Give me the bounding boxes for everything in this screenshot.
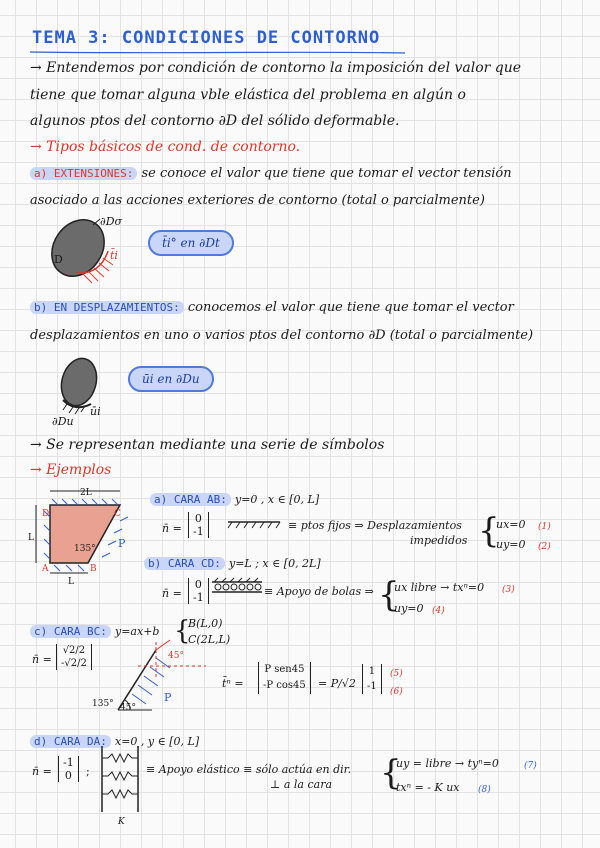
b-text-2: desplazamientos en uno o varios ptos del contorno ∂D (total o parcialmente) <box>30 328 534 343</box>
bc-p1: B(L,0) <box>188 617 223 630</box>
cd-matrix <box>188 578 209 604</box>
b-fig-u: ūi <box>90 405 101 418</box>
fig-top: 2L <box>80 488 92 498</box>
ab-fixed-symbol <box>228 520 288 532</box>
fig-P: P <box>118 537 126 550</box>
bc-cond: y=ax+b <box>115 625 160 638</box>
cd-n2: (4) <box>432 606 445 616</box>
tipos-heading: → Tipos básicos de cond. de contorno. <box>30 139 301 155</box>
bc-P: P <box>164 691 172 704</box>
a-fig-t: t̄i <box>110 249 118 262</box>
da-k: K <box>118 817 125 827</box>
intro-line-3: algunos ptos del contorno ∂D del sólido deformable. <box>30 113 400 129</box>
cd-n1: (3) <box>502 585 515 595</box>
a-fig-dd: ∂Dσ <box>100 215 123 228</box>
ab-impedidos: impedidos <box>410 534 468 547</box>
bc-label: c) CARA BC: <box>30 625 111 638</box>
b-fig-du: ∂Du <box>52 415 74 428</box>
title-underline <box>0 0 1 1</box>
ab-label: a) CARA AB: <box>150 493 231 506</box>
a-text-1: se conoce el valor que tiene que tomar el vector tensión <box>141 166 512 181</box>
bc-t: t̄ⁿ = <box>222 677 244 690</box>
da-apoyo-1: ≡ Apoyo elástico ≡ sólo actúa en dir. <box>146 763 352 776</box>
b-pill: ūi en ∂Du <box>128 366 214 392</box>
cd-apoyo: ≡ Apoyo de bolas ⇒ <box>264 585 374 598</box>
da-e1: uy = libre → tyⁿ=0 <box>396 757 499 770</box>
ab-n: n̄ = <box>162 522 182 535</box>
da-spring-symbol <box>100 746 150 816</box>
ab-m1: 0 <box>194 512 202 525</box>
intro-line-1: → Entendemos por condición de contorno la imposición del valor que <box>30 60 522 76</box>
cd-brace: { <box>378 575 400 615</box>
bc-m1: √2/2 <box>62 645 86 656</box>
fig-left: L <box>28 533 34 543</box>
cd-cond: y=L ; x ∈ [0, 2L] <box>229 557 321 570</box>
fig-C: C <box>114 509 121 519</box>
ab-fijos: ≡ ptos fijos ⇒ Desplazamientos <box>288 519 462 532</box>
da-semicolon: ; <box>86 765 90 778</box>
da-label: d) CARA DA: <box>30 735 111 748</box>
bc-eq: = P/√2 <box>318 677 356 690</box>
cd-n: n̄ = <box>162 587 182 600</box>
cd-m1: 0 <box>194 578 202 591</box>
page-title: TEMA 3: CONDICIONES DE CONTORNO <box>32 28 381 48</box>
ab-n1: (1) <box>538 522 551 532</box>
ab-e2: uy=0 <box>496 538 526 551</box>
bc-r1: 1 <box>368 666 376 677</box>
bc-n5: (5) <box>390 669 403 679</box>
bc-r2: -1 <box>367 681 377 692</box>
bc-brace: { <box>174 616 191 646</box>
bc-m2: -√2/2 <box>61 658 87 669</box>
bc-t1: P sen45 <box>264 664 305 675</box>
bc-t2: -P cos45 <box>263 680 306 691</box>
a-pill: t̄i° en ∂Dt <box>148 230 234 256</box>
bc-ang3: 45° <box>120 703 136 713</box>
simbolos-text: → Se representan mediante una serie de símbolos <box>30 437 385 453</box>
cd-roller-symbol <box>212 582 272 598</box>
ab-cond: y=0 , x ∈ [0, L] <box>235 493 320 506</box>
cd-e1: ux libre → txⁿ=0 <box>394 581 485 594</box>
ab-e1: ux=0 <box>496 518 526 531</box>
cd-e2: uy=0 <box>394 602 424 615</box>
ab-matrix <box>188 512 209 538</box>
bc-n6: (6) <box>390 687 403 697</box>
b-label: b) EN DESPLAZAMIENTOS: <box>30 301 184 314</box>
bc-n: n̄ = <box>32 653 52 666</box>
bc-matrix <box>56 644 92 670</box>
da-brace: { <box>380 753 402 793</box>
da-m2: 0 <box>64 769 72 782</box>
ab-m2: -1 <box>193 525 204 538</box>
a-label: a) EXTENSIONES: <box>30 167 137 180</box>
cd-m2: -1 <box>193 591 204 604</box>
fig-A: A <box>42 564 49 574</box>
cd-label: b) CARA CD: <box>144 557 225 570</box>
bc-p2: C(2L,L) <box>188 633 231 646</box>
fig-B: B <box>90 564 97 574</box>
ab-n2: (2) <box>538 542 551 552</box>
da-n7: (7) <box>524 761 537 771</box>
bc-ang1: 45° <box>168 651 184 661</box>
da-n8: (8) <box>478 785 491 795</box>
da-matrix <box>58 756 79 782</box>
intro-line-2: tiene que tomar alguna vble elástica del problema en algún o <box>30 87 466 103</box>
a-fig-d: D <box>54 253 63 266</box>
da-n: n̄ = <box>32 765 52 778</box>
b-text-1: conocemos el valor que tiene que tomar el vector <box>187 300 514 315</box>
fig-angle: 135° <box>74 544 96 554</box>
bc-r-matrix <box>362 664 382 694</box>
da-cond: x=0 , y ∈ [0, L] <box>115 735 200 748</box>
fig-D: D <box>42 509 50 519</box>
b-figure <box>55 356 115 416</box>
da-e2: txⁿ = - K ux <box>396 781 460 794</box>
bc-ang2: 135° <box>92 699 114 709</box>
ejemplos-heading: → Ejemplos <box>30 462 112 478</box>
da-m1: -1 <box>63 756 74 769</box>
ab-brace: { <box>478 511 500 551</box>
a-text-2: asociado a las acciones exteriores de contorno (total o parcialmente) <box>30 193 485 208</box>
bc-t-matrix <box>258 662 311 694</box>
da-apoyo-2: ⊥ a la cara <box>270 778 333 791</box>
fig-bottom: L <box>68 577 74 587</box>
